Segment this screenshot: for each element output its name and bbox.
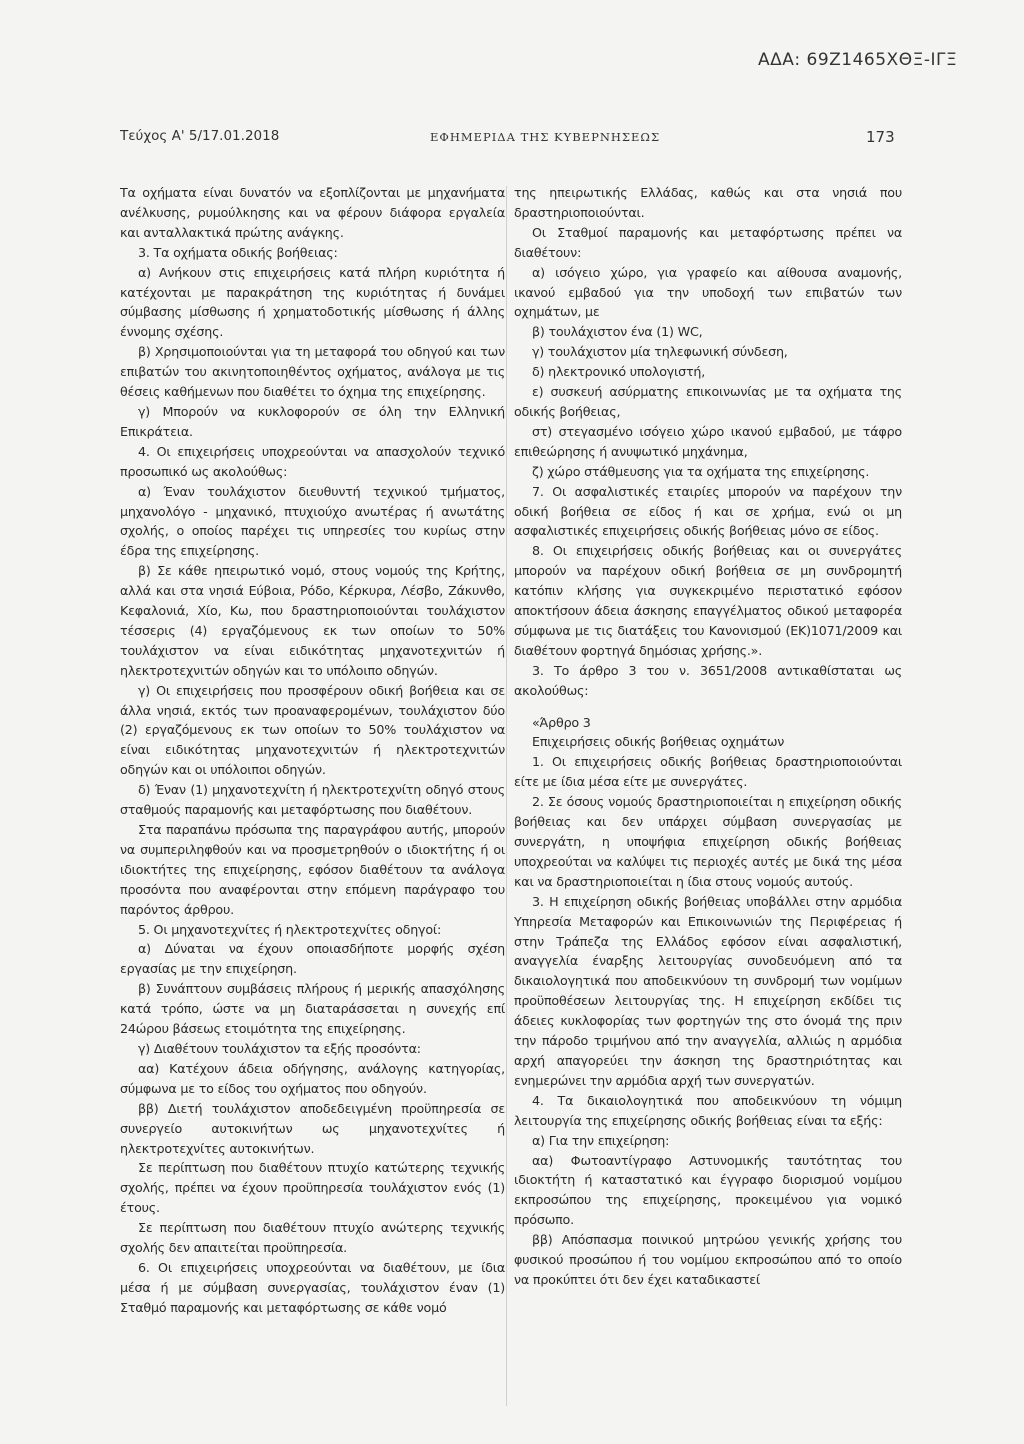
paragraph: ββ) Διετή τουλάχιστον αποδεδειγμένη προϋπηρεσία σε συνεργείο αυτοκινήτων ως μηχανοτεχνίτες ή ηλεκτροτεχνίτες αυτοκινήτων. — [120, 1100, 505, 1156]
gazette-title: ΕΦΗΜΕΡΙΔΑ ΤΗΣ ΚΥΒΕΡΝΗΣΕΩΣ — [430, 130, 661, 144]
paragraph: γ) Μπορούν να κυκλοφορούν σε όλη την Ελληνική Επικράτεια. — [120, 403, 505, 439]
paragraph: 3. Τα οχήματα οδικής βοήθειας: — [138, 244, 338, 260]
paragraph: Στα παραπάνω πρόσωπα της παραγράφου αυτής, μπορούν να συμπεριληφθούν και να προσμετρηθούν ο ιδιοκτήτης ή οι ιδιοκτήτες της επιχείρησης, εφόσον διαθέτουν τα ανάλογα προσόντα που αναφέρονται στην επόμενη παράγραφο του παρόντος άρθρου. — [120, 822, 505, 917]
paragraph: 5. Οι μηχανοτεχνίτες ή ηλεκτροτεχνίτες οδηγοί: — [138, 921, 442, 937]
paragraph: 3. Η επιχείρηση οδικής βοήθειας υποβάλλει στην αρμόδια Υπηρεσία Μεταφορών και Επικοινωνιών της Περιφέρειας ή στην Τράπεζα της Ελλάδος εφόσον είναι ασφαλιστική, αναγγελία έναρξης λειτουργίας συνοδευόμενη από τα δικαιολογητικά που αποδεικνύουν τη συνδρομή των νομίμων προϋποθέσεων λειτουργίας της. Η επιχείρηση εκδίδει τις άδειες κυκλοφορίας των φορτηγών της στο όνομά της πριν την πάροδο τριμήνου από την αναγγελία, αλλιώς η αρμόδια αρχή απαγορεύει την άσκηση της δραστηριότητας και ενημερώνει την αρμόδια αρχή των συνεργατών. — [514, 893, 902, 1088]
paragraph: α) ισόγειο χώρο, για γραφείο και αίθουσα αναμονής, ικανού εμβαδού για την υποδοχή των επιβατών των οχημάτων, με — [514, 264, 902, 320]
page-number: 173 — [866, 128, 895, 146]
paragraph: α) Έναν τουλάχιστον διευθυντή τεχνικού τμήματος, μηχανολόγο - μηχανικό, πτυχιούχο ανωτέρας ή ανωτάτης σχολής, ο οποίος παρέχει τις υπηρεσίες του κυρίως στην έδρα της επιχείρησης. — [120, 483, 505, 559]
paragraph: β) τουλάχιστον ένα (1) WC, — [532, 324, 703, 340]
paragraph: α) Δύναται να έχουν οποιασδήποτε μορφής σχέση εργασίας με την επιχείρηση. — [120, 941, 505, 977]
paragraph: 6. Οι επιχειρήσεις υποχρεούνται να διαθέτουν, με ίδια μέσα ή με σύμβαση συνεργασίας, τουλάχιστον έναν (1) Σταθμό παραμονής και μεταφόρτωσης σε κάθε νομό — [120, 1259, 505, 1315]
issue-label: Τεύχος Α' 5/17.01.2018 — [120, 128, 280, 144]
article-heading: «Άρθρο 3 — [532, 714, 591, 730]
column-divider — [506, 186, 507, 1406]
paragraph: ε) συσκευή ασύρματης επικοινωνίας με τα οχήματα της οδικής βοήθειας, — [514, 384, 902, 419]
article-title: Επιχειρήσεις οδικής βοήθειας οχημάτων — [532, 734, 785, 750]
paragraph: γ) τουλάχιστον μία τηλεφωνική σύνδεση, — [532, 344, 788, 360]
paragraph: δ) Έναν (1) μηχανοτεχνίτη ή ηλεκτροτεχνίτη οδηγό στους σταθμούς παραμονής και μεταφόρτωσης που διαθέτουν. — [120, 782, 505, 818]
paragraph: Σε περίπτωση που διαθέτουν πτυχίο κατώτερης τεχνικής σχολής, πρέπει να έχουν προϋπηρεσία τουλάχιστον ενός (1) έτους. — [120, 1160, 505, 1216]
paragraph: γ) Διαθέτουν τουλάχιστον τα εξής προσόντα: — [138, 1040, 421, 1056]
paragraph: ββ) Απόσπασμα ποινικού μητρώου γενικής χρήσης του φυσικού προσώπου ή του νομίμου εκπροσώπου από το οποίο να προκύπτει ότι δεν έχει καταδικαστεί — [514, 1232, 902, 1287]
paragraph: γ) Οι επιχειρήσεις που προσφέρουν οδική βοήθεια και σε άλλα νησιά, εκτός των προαναφερομένων, τουλάχιστον δύο (2) εργαζόμενους εκ των οποίων το 50% τουλάχιστον να είναι ειδικότητας μηχανοτεχνιτών ή ηλεκτροτεχνιτών οδηγών και οι υπόλοιποι οδηγών. — [120, 682, 505, 778]
paragraph: 4. Τα δικαιολογητικά που αποδεικνύουν τη νόμιμη λειτουργία της επιχείρησης οδικής βοήθειας είναι τα εξής: — [514, 1092, 902, 1128]
paragraph: 4. Οι επιχειρήσεις υποχρεούνται να απασχολούν τεχνικό προσωπικό ως ακολούθως: — [120, 443, 505, 479]
left-column — [120, 183, 505, 1408]
paragraph: β) Σε κάθε ηπειρωτικό νομό, στους νομούς της Κρήτης, αλλά και στα νησιά Εύβοια, Ρόδο, Κέρκυρα, Λέσβο, Ζάκυνθο, Κεφαλονιά, Χίο, Κω, που δραστηριοποιούνται τουλάχιστον τέσσερις (4) εργαζόμενους εκ των οποίων το 50% τουλάχιστον να είναι ειδικότητας μηχανοτεχνιτών ή ηλεκτροτεχνιτών οδηγών και το υπόλοιπο οδηγών. — [120, 563, 505, 678]
paragraph: β) Χρησιμοποιούνται για τη μεταφορά του οδηγού και των επιβατών του ακινητοποιηθέντος οχήματος, ανάλογα με τις θέσεις καθήμενων που διαθέτει το όχημα της επιχείρησης. — [120, 344, 505, 400]
paragraph: Οι Σταθμοί παραμονής και μεταφόρτωσης πρέπει να διαθέτουν: — [514, 224, 902, 260]
paragraph: στ) στεγασμένο ισόγειο χώρο ικανού εμβαδού, με τάφρο επιθεώρησης ή ανυψωτικό μηχάνημα, — [514, 423, 902, 459]
paragraph: α) Για την επιχείρηση: — [532, 1132, 670, 1148]
paragraph: δ) ηλεκτρονικό υπολογιστή, — [532, 364, 706, 380]
paragraph: 8. Οι επιχειρήσεις οδικής βοήθειας και οι συνεργάτες μπορούν να παρέχουν οδική βοήθεια σε μη συνδρομητή κατόπιν κλήσης για συγκεκριμένο περιστατικό εφόσον αποκτήσουν άδεια άσκησης επαγγέλματος οδικού μεταφορέα σύμφωνα με τις διατάξεις του Κανονισμού (ΕΚ)1071/2009 και διαθέτουν φορτηγά δημόσιας χρήσης.». — [514, 543, 902, 658]
paragraph: β) Συνάπτουν συμβάσεις πλήρους ή μερικής απασχόλησης κατά τρόπο, ώστε να μη διαταράσσεται η συνεχής επί 24ώρου βάσεως ετοιμότητα της επιχείρησης. — [120, 981, 505, 1037]
paragraph: Σε περίπτωση που διαθέτουν πτυχίο ανώτερης τεχνικής σχολής δεν απαιτείται προϋπηρεσία. — [120, 1220, 505, 1256]
paragraph: Τα οχήματα είναι δυνατόν να εξοπλίζονται με μηχανήματα ανέλκυσης, ρυμούλκησης και να φέρουν διάφορα εργαλεία και ανταλλακτικά πρώτης ανάγκης. — [120, 185, 505, 240]
paragraph: αα) Κατέχουν άδεια οδήγησης, ανάλογης κατηγορίας, σύμφωνα με το είδος του οχήματος που οδηγούν. — [120, 1060, 505, 1096]
paragraph: 2. Σε όσους νομούς δραστηριοποιείται η επιχείρηση οδικής βοήθειας και δεν υπάρχει σύμβαση συνεργασίας με συνεργάτη, η υποψήφια επιχείρηση οδικής βοήθειας υποχρεούται να καλύψει τις περιοχές αυτές με δικά της μέσα και να δραστηριοποιείται η ίδια στους νομούς αυτούς. — [514, 794, 902, 889]
paragraph: ζ) χώρο στάθμευσης για τα οχήματα της επιχείρησης. — [532, 463, 870, 479]
paragraph: 7. Οι ασφαλιστικές εταιρίες μπορούν να παρέχουν την οδική βοήθεια σε είδος ή και σε χρήμα, ενώ οι μη ασφαλιστικές επιχειρήσεις οδικής βοήθειας μόνο σε είδος. — [514, 483, 902, 539]
right-column — [514, 183, 902, 1408]
paragraph: 3. Το άρθρο 3 του ν. 3651/2008 αντικαθίσταται ως ακολούθως: — [514, 662, 902, 698]
ada-stamp: ΑΔΑ: 69Ζ1465ΧΘΞ-ΙΓΞ — [758, 50, 958, 70]
paragraph: αα) Φωτοαντίγραφο Αστυνομικής ταυτότητας του ιδιοκτήτη ή καταστατικό και έγγραφο διορισμού νομίμου εκπροσώπου της επιχείρησης, προκειμένου για νομικό πρόσωπο. — [514, 1152, 902, 1228]
paragraph: α) Ανήκουν στις επιχειρήσεις κατά πλήρη κυριότητα ή κατέχονται με παρακράτηση της κυριότητας ή δυνάμει σύμβασης μίσθωσης ή χρηματοδοτικής μίσθωσης ή άλλης έννομης σχέσης. — [120, 264, 505, 340]
paragraph: της ηπειρωτικής Ελλάδας, καθώς και στα νησιά που δραστηριοποιούνται. — [514, 185, 902, 220]
paragraph: 1. Οι επιχειρήσεις οδικής βοήθειας δραστηριοποιούνται είτε με ίδια μέσα είτε με συνεργάτες. — [514, 754, 902, 790]
